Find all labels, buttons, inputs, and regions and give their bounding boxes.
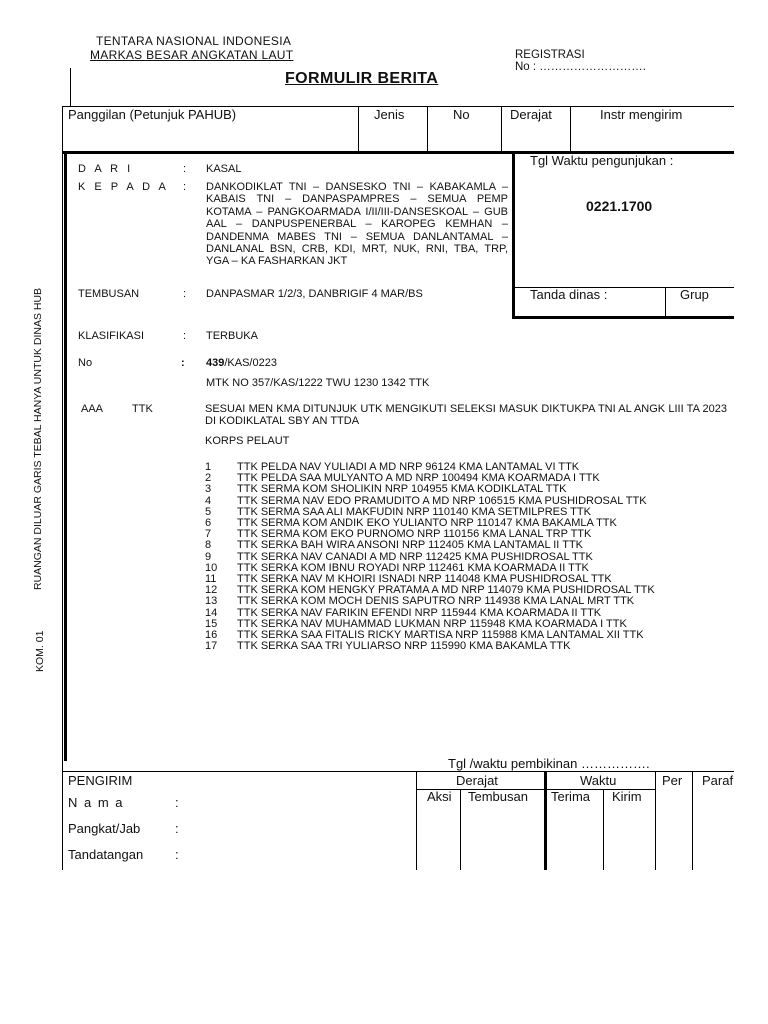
left-border-top <box>70 68 71 106</box>
list-item-text: TTK SERKA NAV MUHAMMAD LUKMAN NRP 115948 KMA KOARMADA I TTK <box>237 617 627 630</box>
footer-aksi: Aksi <box>427 789 452 804</box>
list-item-text: TTK SERKA SAA TRI YULIARSO NRP 115990 KMA BAKAMLA TTK <box>237 640 571 653</box>
pengirim-label: PENGIRIM <box>68 773 133 788</box>
kom-label: KOM. 01 <box>34 630 46 672</box>
form-title: FORMULIR BERITA <box>285 70 439 87</box>
list-item-text: TTK SERKA NAV FARIKIN EFENDI NRP 115944 KMA KOARMADA II TTK <box>237 606 602 619</box>
list-item-text: TTK SERKA NAV CANADI A MD NRP 112425 KMA PUSHIDROSAL TTK <box>237 550 593 563</box>
tanda-dinas-label: Tanda dinas : <box>530 287 608 302</box>
dari-label: D A R I <box>78 163 134 175</box>
sesuai-text: SESUAI MEN KMA DITUNJUK UTK MENGIKUTI SELEKSI MASUK DIKTUKPA TNI AL ANGK LIII TA 2023 DI KODIKLATAL SBY AN TTDA <box>205 403 727 428</box>
footer-tembusan: Tembusan <box>468 789 528 804</box>
list-item-text: TTK SERMA KOM ANDIK EKO YULIANTO NRP 110147 KMA BAKAMLA TTK <box>237 517 617 530</box>
registrasi-no: No : ………………………. <box>515 61 646 73</box>
footer-waktu: Waktu <box>580 773 617 788</box>
list-item-number: 4 <box>205 494 212 507</box>
list-item <box>205 540 735 551</box>
no-label: No <box>453 107 470 122</box>
korps-label: KORPS PELAUT <box>205 435 290 447</box>
left-border <box>62 106 63 870</box>
list-item-number: 10 <box>205 561 218 574</box>
list-item-number: 15 <box>205 617 218 630</box>
mtk-line: MTK NO 357/KAS/1222 TWU 1230 1342 TTK <box>206 377 430 389</box>
tembusan-value: DANPASMAR 1/2/3, DANBRIGIF 4 MAR/BS <box>206 288 423 300</box>
list-item-text: TTK SERMA KOM SHOLIKIN NRP 104955 KMA KODIKLATAL TTK <box>237 483 567 496</box>
list-item <box>205 641 735 652</box>
list-item-number: 3 <box>205 483 212 496</box>
kepada-value: DANKODIKLAT TNI – DANSESKO TNI – KABAKAMLA – KABAIS TNI – DANPASPAMPRES – SEMUA PEMP KOTAMA – PANGKOARMADA I/II/III-DANSESKOAL – GUB AAL – DANPUSPENERBAL – KAROPEG KEMHAN – DANDENMA MABES TNI – SEMUA DANLANTAMAL – DANLANAL BSN, CRB, KDI, MRT, NUK, RNI, TBA, TRP, YGA – KA FASHARKAN JKT <box>206 181 508 268</box>
footer-per: Per <box>662 773 683 788</box>
list-item-number: 17 <box>205 640 218 653</box>
list-item-number: 16 <box>205 629 218 642</box>
panggilan-label: Panggilan (Petunjuk PAHUB) <box>68 107 237 122</box>
klasifikasi-label: KLASIFIKASI <box>78 330 145 342</box>
tandatangan-label: Tandatangan <box>68 847 144 862</box>
list-item-text: TTK SERKA SAA FITALIS RICKY MARTISA NRP 115988 KMA LANTAMAL XII TTK <box>237 629 644 642</box>
thick-left-border <box>64 151 67 761</box>
list-item <box>205 484 735 495</box>
list-item-number: 14 <box>205 606 218 619</box>
nama-label: N a m a <box>68 795 125 810</box>
list-item-text: TTK SERMA NAV EDO PRAMUDITO A MD NRP 106515 KMA PUSHIDROSAL TTK <box>237 494 647 507</box>
personnel-list <box>205 462 735 652</box>
org-line-2: MARKAS BESAR ANGKATAN LAUT <box>90 48 294 62</box>
dari-value: KASAL <box>206 163 242 175</box>
list-item-number: 7 <box>205 528 212 541</box>
list-item-number: 11 <box>205 573 217 586</box>
registrasi-label: REGISTRASI <box>515 49 585 61</box>
klasifikasi-value: TERBUKA <box>206 330 258 342</box>
footer-paraf: Paraf <box>702 773 734 788</box>
nomor-value: 439/KAS/0223 <box>206 357 277 369</box>
list-item-number: 2 <box>205 472 212 485</box>
list-item-text: TTK SERKA NAV M KHOIRI ISNADI NRP 114048 KMA PUSHIDROSAL TTK <box>237 573 612 586</box>
list-item-text: TTK SERMA SAA ALI MAKFUDIN NRP 110140 KMA SETMILPRES TTK <box>237 505 591 518</box>
list-item-text: TTK SERKA KOM IBNU ROYADI NRP 112461 KMA KOARMADA II TTK <box>237 561 589 574</box>
tembusan-label: TEMBUSAN <box>78 288 140 300</box>
list-item-text: TTK SERKA KOM MOCH DENIS SAPUTRO NRP 114938 KMA LANAL MRT TTK <box>237 595 635 608</box>
list-item-text: TTK SERKA BAH WIRA ANSONI NRP 112405 KMA LANTAMAL II TTK <box>237 539 584 552</box>
thick-right-box-border <box>512 151 515 319</box>
list-item-number: 12 <box>205 584 218 597</box>
footer-derajat: Derajat <box>456 773 498 788</box>
tgl-waktu-label: Tgl Waktu pengunjukan : <box>530 153 674 168</box>
list-item-number: 6 <box>205 517 212 530</box>
footer-terima: Terima <box>551 789 591 804</box>
tgl-pembikinan: Tgl /waktu pembikinan ……………. <box>448 756 650 771</box>
list-item-text: TTK SERMA KOM EKO PURNOMO NRP 110156 KMA LANAL TRP TTK <box>237 528 592 541</box>
instr-label: Instr mengirim <box>600 107 683 122</box>
kepada-label: K E P A D A <box>78 181 169 193</box>
grup-label: Grup <box>680 287 709 302</box>
list-item-text: TTK PELDA SAA MULYANTO A MD NRP 100494 KMA KOARMADA I TTK <box>237 472 600 485</box>
list-item-number: 5 <box>205 505 212 518</box>
list-item-number: 13 <box>205 595 218 608</box>
side-note: RUANGAN DILUAR GARIS TEBAL HANYA UNTUK DINAS HUB <box>32 287 44 590</box>
derajat-label: Derajat <box>510 107 552 122</box>
list-item-number: 8 <box>205 539 212 552</box>
list-item-number: 9 <box>205 550 212 563</box>
nomor-label: No <box>78 357 93 369</box>
list-item-text: TTK PELDA NAV YULIADI A MD NRP 96124 KMA LANTAMAL VI TTK <box>237 461 580 473</box>
list-item-text: TTK SERKA KOM HENGKY PRATAMA A MD NRP 114079 KMA PUSHIDROSAL TTK <box>237 584 655 597</box>
list-item-number: 1 <box>205 461 212 473</box>
aaa-label: AAA <box>81 403 104 415</box>
ttk-label: TTK <box>132 403 153 415</box>
list-item <box>205 596 735 607</box>
org-line-1: TENTARA NASIONAL INDONESIA <box>96 34 292 48</box>
jenis-label: Jenis <box>374 107 405 122</box>
tgl-waktu-value: 0221.1700 <box>586 198 653 214</box>
footer-kirim: Kirim <box>612 789 642 804</box>
pangkat-label: Pangkat/Jab <box>68 821 141 836</box>
